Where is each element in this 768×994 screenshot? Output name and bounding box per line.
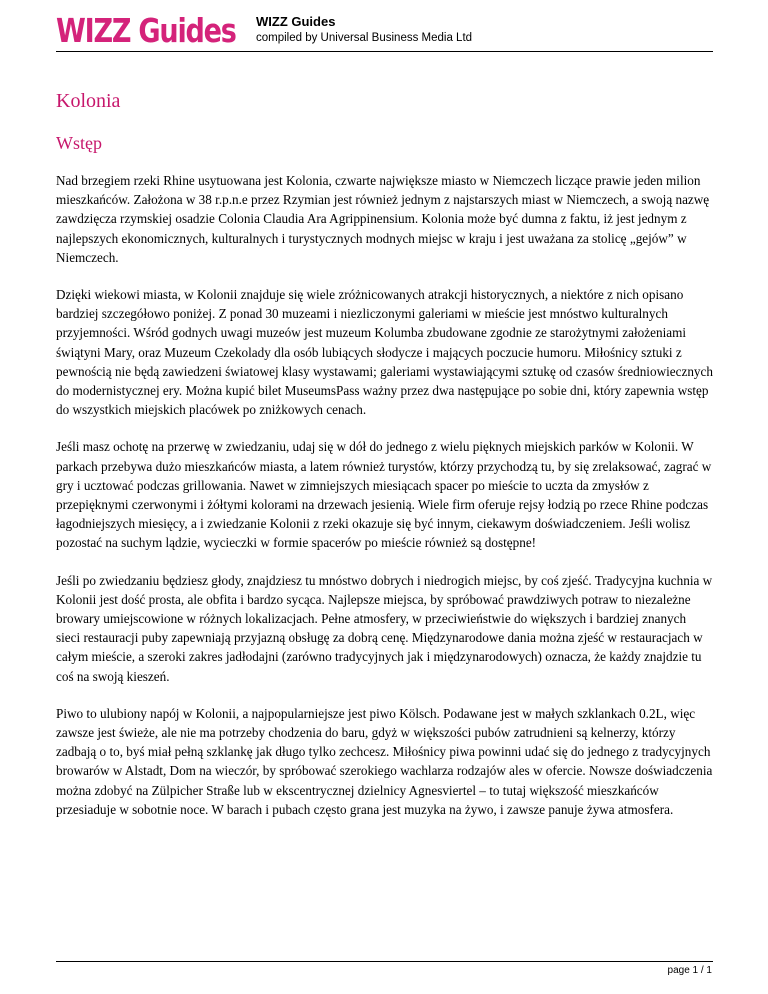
header-subtitle: compiled by Universal Business Media Ltd	[256, 32, 473, 44]
paragraph: Jeśli po zwiedzaniu będziesz głody, znajdziesz tu mnóstwo dobrych i niedrogich miejsc, by coś zjeść. Tradycyjna kuchnia w Kolonii jest dość prosta, ale obfita i bardzo sycąca. Najlepsze miejsca, by spróbować prawdziwych potraw to niezależne browary umiejscowione w różnych lokalizacjach. Pełne atmosfery, w przeciwieństwie do większych i bardziej znanych sieci restauracji puby zapewniają przyjazną obsługę za dobrą cenę. Międzynarodowe dania można zjeść w restauracjach w całym mieście, a szeroki zakres jadłodajni (zarówno tradycyjnych jak i międzynarodowych) oznacza, że każdy znajdzie tu coś na swoją kieszeń.	[56, 572, 713, 684]
header-info	[256, 14, 472, 46]
section-title: Wstęp	[56, 133, 102, 153]
logo-text: WIZZ Guides	[56, 11, 236, 50]
page-header	[56, 12, 713, 50]
paragraph: Jeśli masz ochotę na przerwę w zwiedzaniu, udaj się w dół do jednego z wielu pięknych miejskich parków w Kolonii. W parkach przebywa dużo mieszkańców miasta, a latem również turystów, którzy przychodzą tu, by się zrelaksować, zagrać w gry i ucztować podczas grillowania. Nawet w zimniejszych miesiącach spacer po mieście to uczta da zmysłów z przepięknymi czerwonymi i żółtymi kolorami na drzewach jesienią. Wiele firm oferuje rejsy łodzią po rzece Rhine podczas łagodniejszych miesięcy, a i zwiedzanie Kolonii z rzeki okazuje się być innym, ciekawym doświadczeniem. Jeśli wolisz pozostać na suchym lądzie, wycieczki w formie spacerów po mieście również są dostępne!	[56, 439, 712, 551]
page-title: Kolonia	[56, 90, 121, 112]
paragraphs	[56, 171, 713, 819]
footer-divider	[56, 961, 713, 962]
page-number: page 1 / 1	[667, 965, 712, 976]
paragraph: Nad brzegiem rzeki Rhine usytuowana jest Kolonia, czwarte największe miasto w Niemczech liczące prawie jeden milion mieszkańców. Założona w 38 r.p.n.e przez Rzymian jest również jednym z najstarszych miast w Niemczech, a swoją nazwę zawdzięcza rzymskiej osadzie Colonia Claudia Ara Agrippinensium. Kolonia może być dumna z faktu, iż jest jednym z najlepszych ekonomicznych, kulturalnych i turystycznych modnych miejsc w kraju i jest uważana za stolicę „gejów” w Niemczech.	[56, 173, 710, 265]
header-divider	[56, 51, 713, 52]
paragraph: Piwo to ulubiony napój w Kolonii, a najpopularniejsze jest piwo Kölsch. Podawane jest w małych szklankach 0.2L, więc zawsze jest świeże, ale nie ma potrzeby chodzenia do baru, gdyż w większości pubów zatrudnieni są kelnerzy, którzy zadbają o to, byś miał pełną szklankę jak długo tylko zechcesz. Miłośnicy piwa powinni udać się do jednego z tradycyjnych browarów w Alstadt, Dom na wieczór, by spróbować szerokiego wachlarza rodzajów ales w ofercie. Nowsze doświadczenia można zdobyć na Zülpicher Straße lub w ekscentrycznej dzielnicy Agnesviertel – to tutaj większość mieszkańców przesiaduje w sobotnie noce. W barach i pubach często grana jest muzyka na żywo, i zawsze panuje żywa atmosfera.	[56, 705, 713, 817]
header-title: WIZZ Guides	[256, 14, 336, 29]
wizz-guides-logo	[56, 12, 275, 50]
paragraph: Dzięki wiekowi miasta, w Kolonii znajduje się wiele zróżnicowanych atrakcji historycznych, a niektóre z nich opisano bardziej szczegółowo poniżej. Z ponad 30 muzeami i niezliczonymi galeriami w mieście jest mnóstwo kulturalnych przyjemności. Wśród godnych uwagi muzeów jest muzeum Kolumba zbudowane zgodnie ze starożytnymi założeniami świątyni Mary, oraz Muzeum Czekolady dla osób lubiących słodycze i mających poczucie humoru. Miłośnicy sztuki z pewnością nie będą zawiedzeni światowej klasy wystawami; galeriami wystawiającymi sztukę od czasów średniowiecznych do modernistycznej ery. Można kupić bilet MuseumsPass ważny przez dwa następujące po sobie dni, który zapewnia wstęp do wszystkich miejskich placówek po zniżkowych cenach.	[56, 287, 713, 418]
document-body	[56, 88, 713, 819]
